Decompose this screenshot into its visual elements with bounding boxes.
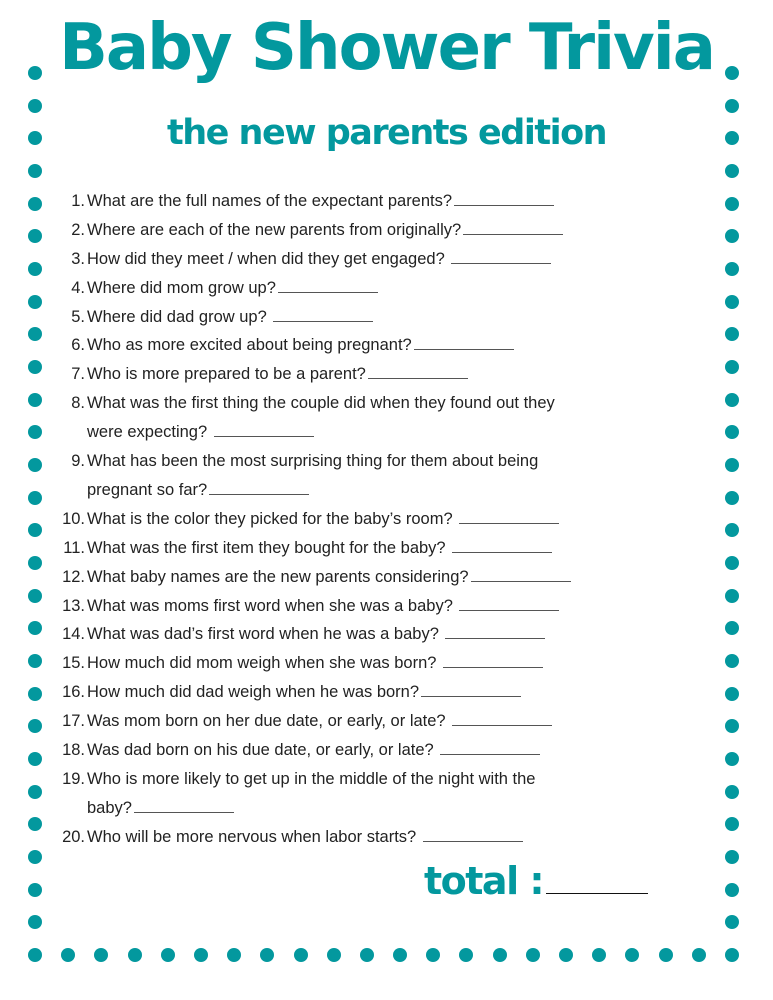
question-text: Who as more excited about being pregnant? bbox=[87, 336, 412, 355]
border-dot-icon bbox=[659, 948, 673, 962]
border-dot-icon bbox=[28, 687, 42, 701]
border-dot-icon bbox=[393, 948, 407, 962]
answer-blank[interactable] bbox=[452, 711, 552, 726]
page-subtitle: the new parents edition bbox=[166, 113, 607, 153]
question-item bbox=[0, 360, 773, 389]
question-item bbox=[0, 245, 773, 274]
question-text: Where are each of the new parents from originally? bbox=[87, 220, 462, 239]
border-dot-icon bbox=[294, 948, 308, 962]
question-text: What are the full names of the expectant parents? bbox=[87, 192, 453, 210]
border-dot-icon bbox=[725, 556, 739, 570]
border-dot-icon bbox=[28, 752, 42, 766]
question-item bbox=[0, 563, 773, 592]
question-number: 4. bbox=[71, 278, 85, 297]
answer-blank[interactable] bbox=[443, 653, 543, 668]
border-dot-icon bbox=[725, 687, 739, 701]
border-dot-icon bbox=[28, 393, 42, 407]
question-item bbox=[0, 649, 773, 678]
border-dot-icon bbox=[227, 948, 241, 962]
border-dot-icon bbox=[493, 948, 507, 962]
border-dot-icon bbox=[28, 556, 42, 570]
question-text: What was the first item they bought for the baby? bbox=[87, 538, 451, 557]
answer-blank[interactable] bbox=[463, 220, 563, 235]
question-item bbox=[0, 678, 773, 707]
border-dot-icon bbox=[725, 295, 739, 309]
answer-blank[interactable] bbox=[368, 364, 468, 379]
border-dot-icon bbox=[725, 393, 739, 407]
question-text: Who is more prepared to be a parent? bbox=[87, 365, 366, 384]
question-number: 5. bbox=[71, 307, 85, 326]
border-dot-icon bbox=[28, 948, 42, 962]
question-number: 16. bbox=[62, 683, 85, 702]
question-item bbox=[0, 765, 773, 823]
border-dot-icon bbox=[625, 948, 639, 962]
border-dot-icon bbox=[725, 262, 739, 276]
question-text: What was dad’s first word when he was a baby? bbox=[87, 625, 444, 644]
answer-blank[interactable] bbox=[440, 740, 540, 755]
answer-blank[interactable] bbox=[421, 682, 521, 697]
border-dot-icon bbox=[725, 164, 739, 178]
question-text: What is the color they picked for the baby’s room? bbox=[87, 509, 458, 528]
question-item bbox=[0, 274, 773, 303]
question-number: 1. bbox=[71, 192, 85, 210]
answer-blank[interactable] bbox=[214, 422, 314, 437]
question-item bbox=[0, 216, 773, 245]
answer-blank[interactable] bbox=[278, 278, 378, 293]
border-dot-icon bbox=[725, 948, 739, 962]
question-text: How much did mom weigh when she was born? bbox=[87, 654, 442, 673]
question-item bbox=[0, 707, 773, 736]
question-item bbox=[0, 823, 773, 852]
border-dot-icon bbox=[28, 197, 42, 211]
question-item bbox=[0, 736, 773, 765]
question-number: 10. bbox=[62, 509, 85, 528]
question-number: 9. bbox=[71, 452, 85, 471]
question-item bbox=[0, 331, 773, 360]
question-text: What has been the most surprising thing for them about being bbox=[87, 452, 539, 471]
question-text: How did they meet / when did they get engaged? bbox=[87, 249, 450, 268]
border-dot-icon bbox=[725, 66, 739, 80]
border-dot-icon bbox=[725, 654, 739, 668]
question-text: Where did mom grow up? bbox=[87, 278, 276, 297]
question-item bbox=[0, 303, 773, 332]
question-text: How much did dad weigh when he was born? bbox=[87, 683, 420, 702]
total-label: total : bbox=[424, 859, 544, 903]
answer-blank[interactable] bbox=[459, 596, 559, 611]
question-item bbox=[0, 592, 773, 621]
question-number: 11. bbox=[63, 538, 85, 557]
question-item bbox=[0, 389, 773, 447]
answer-blank[interactable] bbox=[459, 509, 559, 524]
border-dot-icon bbox=[327, 948, 341, 962]
answer-blank[interactable] bbox=[471, 567, 571, 582]
border-dot-icon bbox=[692, 948, 706, 962]
border-dot-icon bbox=[725, 785, 739, 799]
question-text: What baby names are the new parents considering? bbox=[87, 567, 469, 586]
border-dot-icon bbox=[28, 589, 42, 603]
border-dot-icon bbox=[260, 948, 274, 962]
border-dot-icon bbox=[360, 948, 374, 962]
question-text-continued: were expecting? bbox=[87, 423, 212, 442]
question-text: Was mom born on her due date, or early, or late? bbox=[87, 712, 451, 731]
answer-blank[interactable] bbox=[423, 827, 523, 842]
border-dot-icon bbox=[128, 948, 142, 962]
border-dot-icon bbox=[28, 360, 42, 374]
question-text: Who will be more nervous when labor starts? bbox=[87, 827, 421, 846]
border-dot-icon bbox=[725, 197, 739, 211]
question-number: 13. bbox=[62, 596, 85, 615]
border-dot-icon bbox=[592, 948, 606, 962]
border-dot-icon bbox=[559, 948, 573, 962]
question-number: 3. bbox=[71, 249, 85, 268]
question-list bbox=[0, 187, 773, 852]
answer-blank[interactable] bbox=[273, 307, 373, 322]
border-dot-icon bbox=[426, 948, 440, 962]
border-dot-icon bbox=[28, 295, 42, 309]
total-answer-blank[interactable] bbox=[546, 893, 648, 894]
question-number: 6. bbox=[71, 336, 85, 355]
question-number: 20. bbox=[62, 827, 85, 846]
question-number: 19. bbox=[62, 769, 85, 788]
border-dot-icon bbox=[725, 915, 739, 929]
answer-blank[interactable] bbox=[452, 538, 552, 553]
border-dot-icon bbox=[94, 948, 108, 962]
answer-blank[interactable] bbox=[454, 191, 554, 206]
question-item bbox=[0, 620, 773, 649]
question-item bbox=[0, 447, 773, 505]
question-text: Was dad born on his due date, or early, or late? bbox=[87, 740, 439, 759]
border-dot-icon bbox=[28, 654, 42, 668]
answer-blank[interactable] bbox=[134, 798, 234, 813]
question-item bbox=[0, 505, 773, 534]
question-number: 2. bbox=[71, 220, 85, 239]
border-dot-icon bbox=[28, 491, 42, 505]
border-dot-icon bbox=[725, 458, 739, 472]
question-number: 7. bbox=[71, 365, 85, 384]
border-dot-icon bbox=[725, 491, 739, 505]
border-dot-icon bbox=[725, 360, 739, 374]
answer-blank[interactable] bbox=[445, 624, 545, 639]
question-number: 17. bbox=[62, 712, 85, 731]
border-dot-icon bbox=[526, 948, 540, 962]
border-dot-icon bbox=[161, 948, 175, 962]
border-dot-icon bbox=[725, 752, 739, 766]
question-text-continued: pregnant so far? bbox=[87, 480, 208, 499]
question-number: 8. bbox=[71, 394, 85, 413]
border-dot-icon bbox=[725, 883, 739, 897]
question-number: 15. bbox=[62, 654, 85, 673]
border-dot-icon bbox=[28, 164, 42, 178]
answer-blank[interactable] bbox=[209, 480, 309, 495]
border-dot-icon bbox=[28, 915, 42, 929]
border-dot-icon bbox=[28, 850, 42, 864]
question-text-continued: baby? bbox=[87, 798, 132, 817]
question-text: Where did dad grow up? bbox=[87, 307, 272, 326]
border-dot-icon bbox=[61, 948, 75, 962]
border-dot-icon bbox=[28, 262, 42, 276]
border-dot-icon bbox=[194, 948, 208, 962]
question-number: 12. bbox=[62, 567, 85, 586]
answer-blank[interactable] bbox=[414, 335, 514, 350]
question-text: What was moms first word when she was a baby? bbox=[87, 596, 458, 615]
border-dot-icon bbox=[725, 589, 739, 603]
border-dot-icon bbox=[459, 948, 473, 962]
question-number: 18. bbox=[62, 740, 85, 759]
question-text: Who is more likely to get up in the middle of the night with the bbox=[87, 769, 536, 788]
answer-blank[interactable] bbox=[451, 249, 551, 264]
border-dot-icon bbox=[28, 66, 42, 80]
question-number: 14. bbox=[62, 625, 85, 644]
border-dot-icon bbox=[725, 850, 739, 864]
border-dot-icon bbox=[28, 99, 42, 113]
question-item bbox=[0, 187, 773, 216]
page-title: Baby Shower Trivia bbox=[59, 11, 714, 85]
border-dot-icon bbox=[28, 785, 42, 799]
border-dot-icon bbox=[725, 99, 739, 113]
border-dot-icon bbox=[28, 883, 42, 897]
question-text: What was the first thing the couple did when they found out they bbox=[87, 394, 555, 413]
question-item bbox=[0, 534, 773, 563]
border-dot-icon bbox=[28, 458, 42, 472]
